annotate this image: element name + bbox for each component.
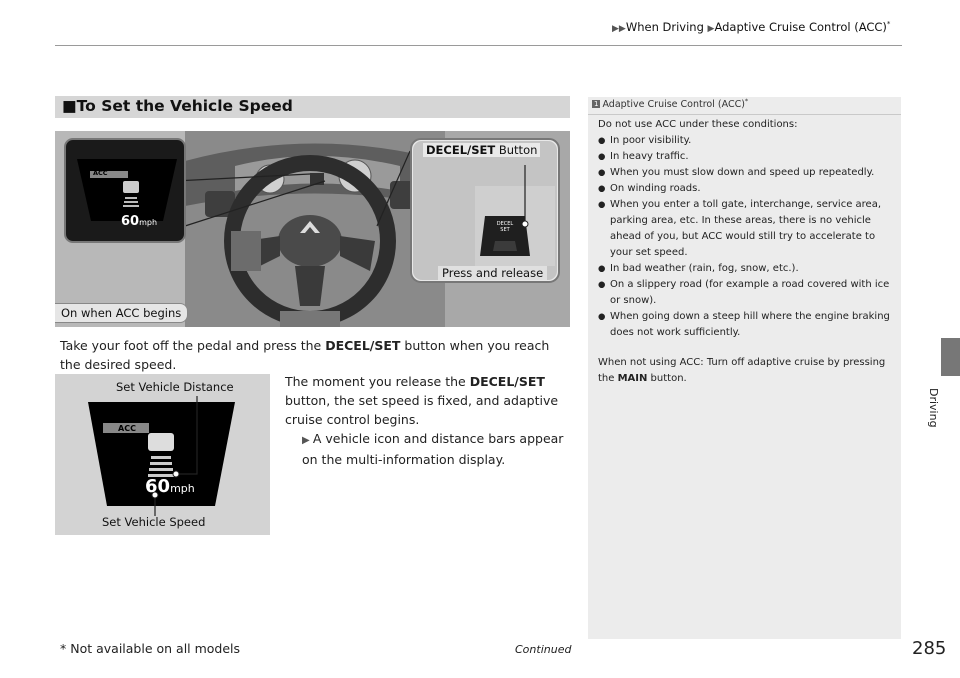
- sidebar-note-main: MAIN: [617, 373, 648, 384]
- sidebar-note: [598, 355, 894, 387]
- section-marker-icon: ■: [62, 97, 77, 115]
- reference-icon: 1: [594, 100, 599, 109]
- list-item: ● In heavy traffic.: [598, 149, 894, 165]
- display-speed-unit-2: mph: [170, 482, 195, 495]
- list-item: ● In bad weather (rain, fog, snow, etc.).: [598, 261, 894, 277]
- list-item: ● On winding roads.: [598, 181, 894, 197]
- breadcrumb-topic: Adaptive Cruise Control (ACC): [714, 20, 887, 34]
- header-divider: [55, 45, 902, 46]
- display-speed-value: [121, 210, 157, 229]
- chapter-tab: [941, 338, 960, 376]
- list-item: ● When you must slow down and speed up repeatedly.: [598, 165, 894, 181]
- list-item: ● When you enter a toll gate, interchange, service area, parking area, etc. In these areas, there is no vehicle ahead of you, but ACC would still try to accelerate to your set speed.: [598, 197, 894, 261]
- decel-set-label-bold: DECEL/SET: [426, 143, 496, 157]
- result-subpoint: [302, 429, 572, 469]
- chapter-tab-label: Driving: [927, 388, 940, 428]
- display-speed-number: 60: [121, 214, 140, 229]
- breadcrumb-section: When Driving: [625, 20, 704, 34]
- display-drawing: [55, 374, 270, 535]
- sidebar-note-c: button.: [647, 373, 687, 384]
- footnote: * Not available on all models: [60, 641, 241, 656]
- set-distance-label: Set Vehicle Distance: [116, 380, 234, 394]
- instruction-paragraph: [60, 336, 572, 374]
- continued-label: Continued: [515, 643, 572, 656]
- list-item: ● When going down a steep hill where the engine braking does not work sufficiently.: [598, 309, 894, 341]
- list-item: ● In poor visibility.: [598, 133, 894, 149]
- sidebar-title-text: Adaptive Cruise Control (ACC): [602, 99, 745, 111]
- list-item: ● On a slippery road (for example a road covered with ice or snow).: [598, 277, 894, 309]
- condition-list: [598, 133, 894, 341]
- button-text-decel: DECEL: [496, 221, 514, 227]
- multi-info-display-illustration: [55, 374, 270, 535]
- breadcrumb: [612, 20, 890, 34]
- dashboard-illustration: [55, 131, 570, 327]
- display-acc-indicator: ACC: [93, 169, 108, 177]
- para1-a: Take your foot off the pedal and press the: [60, 338, 326, 353]
- sidebar-intro: Do not use ACC under these conditions:: [598, 119, 798, 130]
- subpoint-arrow-icon: ▶: [302, 435, 313, 446]
- press-release-label: Press and release: [438, 266, 547, 280]
- button-text-set: SET: [500, 227, 510, 233]
- para2-button: DECEL/SET: [469, 374, 545, 389]
- para1-c: button when you reach the desired speed.: [60, 338, 550, 372]
- section-title-text: To Set the Vehicle Speed: [76, 97, 293, 115]
- result-paragraph: [285, 372, 575, 429]
- display-speed-value-2: [145, 476, 195, 497]
- decel-set-button-label: [423, 143, 540, 157]
- breadcrumb-arrow-icon: ▶: [707, 24, 715, 34]
- display-acc-indicator-2: ACC: [118, 424, 136, 433]
- sidebar-content: [598, 117, 894, 387]
- sidebar-title: [592, 97, 748, 110]
- para2-c: button, the set speed is fixed, and adaptive cruise control begins.: [285, 393, 559, 427]
- sidebar-note-a: When not using ACC: Turn off adaptive cruise by pressing the: [598, 357, 886, 384]
- para2-a: The moment you release the: [285, 374, 470, 389]
- display-speed-number-2: 60: [145, 476, 171, 497]
- display-speed-unit: mph: [139, 218, 158, 227]
- sidebar-title-asterisk: *: [744, 97, 749, 105]
- subpoint-text: A vehicle icon and distance bars appear on the multi-information display.: [302, 431, 564, 467]
- acc-on-label: On when ACC begins: [55, 303, 188, 323]
- section-title: [62, 97, 293, 115]
- decel-set-button-face: [487, 221, 523, 233]
- page-number: 285: [912, 638, 947, 659]
- breadcrumb-asterisk: *: [886, 20, 891, 29]
- para1-button: DECEL/SET: [325, 338, 401, 353]
- decel-set-label-rest: Button: [495, 143, 538, 157]
- breadcrumb-arrow-icon: ▶▶: [612, 24, 626, 34]
- set-speed-label: Set Vehicle Speed: [102, 515, 206, 529]
